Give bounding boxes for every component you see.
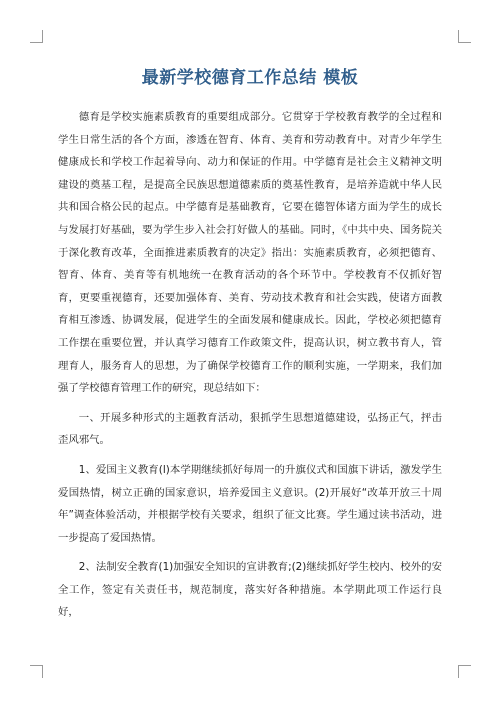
paragraph-legal-safety-education: 2、法制安全教育(1)加强安全知识的宣讲教育;(2)继续抓好学生校内、校外的安全工作，签定有关责任书，规范制度，落实好各种措施。本学期此项工作运行良好， xyxy=(58,561,442,619)
crop-mark-top-left xyxy=(30,30,43,43)
document-title: 最新学校德育工作总结 模板 xyxy=(141,68,359,88)
paragraph-patriotism-education: 1、爱国主义教育(l)本学期继续抓好每周一的升旗仪式和国旗下讲话，激发学生爱国热情，树立正确的国家意识，培养爱国主义意识。(2)开展好“改革开放三十周年”调查体验活动，并根据学校有关要求，组织了征文比赛。学生通过读书活动，进一步提高了爱国热情。 xyxy=(58,463,442,544)
document-body xyxy=(58,106,442,631)
crop-mark-bottom-left xyxy=(30,665,43,678)
paragraph-section-1-heading: 一、开展多种形式的主题教育活动，狠抓学生思想道德建设，弘扬正气，抨击歪风邪气。 xyxy=(58,411,442,447)
crop-mark-bottom-right xyxy=(458,665,471,678)
crop-mark-top-right xyxy=(458,30,471,43)
paragraph-intro: 德育是学校实施素质教育的重要组成部分。它贯穿于学校教育教学的全过程和学生日常生活的各个方面，渗透在智育、体育、美育和劳动教育中。对青少年学生健康成长和学校工作起着导向、动力和保证的作用。中学德育是社会主义精神文明建设的奠基工程，是提高全民族思想道德素质的奠基性教育，是培养造就中华人民共和国合格公民的起点。中学德育是基础教育，它要在德智体诸方面为学生的成长与发展打好基础，要为学生步入社会打好做人的基础。同时，《中共中央、国务院关于深化教育改革，全面推进素质教育的决定》指出：实施素质教育，必须把德育、智育、体育、美育等有机地统一在教育活动的各个环节中。学校教育不仅抓好智育，更要重视德育，还要加强体育、美育、劳动技术教育和社会实践，使诸方面教育相互渗透、协调发展，促进学生的全面发展和健康成长。因此，学校必须把德育工作摆在重要位置，并认真学习德育工作政策文件，提高认识，树立教书育人，管理育人，服务育人的思想，为了确保学校德育工作的顺利实施，一学期来，我们加强了学校德育管理工作的研究，现总结如下： xyxy=(58,111,442,395)
